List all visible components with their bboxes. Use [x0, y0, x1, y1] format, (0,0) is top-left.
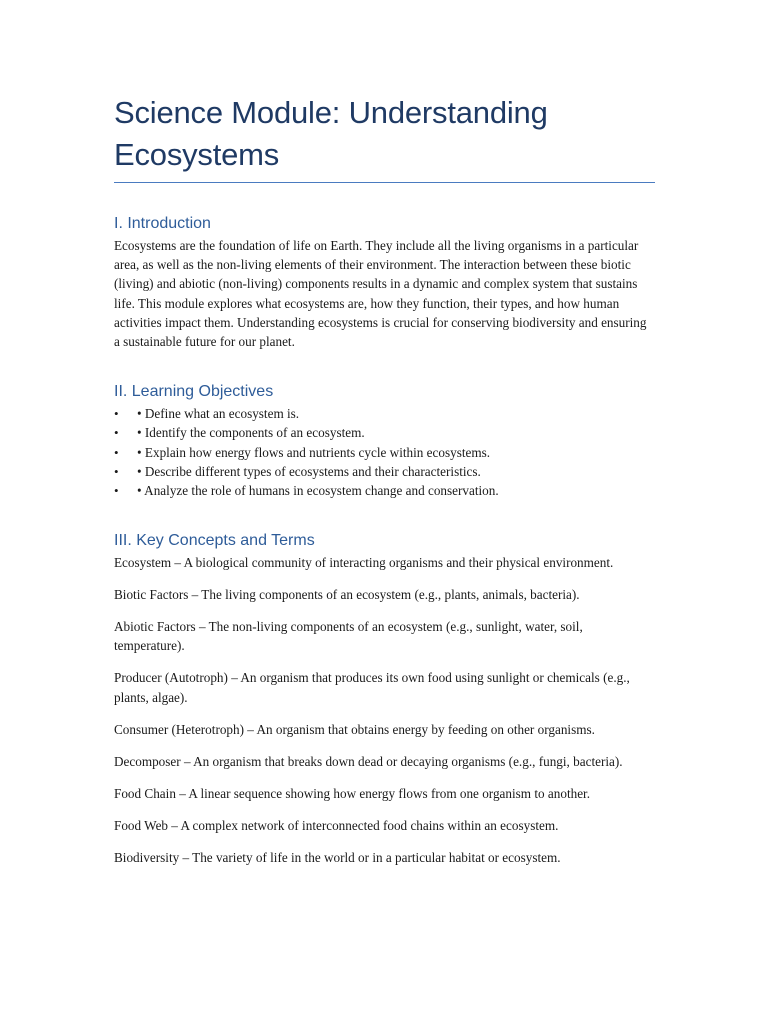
- bullet-icon: •: [114, 444, 119, 460]
- bullet-icon: •: [114, 483, 119, 499]
- list-item: [114, 462, 655, 481]
- term-definition: Food Web – A complex network of interconnected food chains within an ecosystem.: [114, 817, 559, 833]
- term-definition: Producer (Autotroph) – An organism that produces its own food using sunlight or chemicals (e.g., plants, algae).: [114, 670, 630, 705]
- objectives-list: [114, 404, 655, 500]
- learning-objectives-section: [114, 381, 655, 500]
- objective-text: • Explain how energy flows and nutrients cycle within ecosystems.: [137, 444, 491, 460]
- bullet-icon: •: [114, 406, 119, 422]
- page-title: Science Module: Understanding Ecosystems: [114, 95, 548, 172]
- list-item: [114, 423, 655, 442]
- introduction-paragraph: Ecosystems are the foundation of life on Earth. They include all the living organisms in a particular area, as well as the non-living elements of their environment. The interaction between these biotic (living) and abiotic (non-living) components results in a dynamic and complex system that sustains life. This module explores what ecosystems are, how they function, their types, and how human activities impact them. Understanding ecosystems is crucial for conserving biodiversity and ensuring a sustainable future for our planet.: [114, 238, 647, 350]
- term-definition: Ecosystem – A biological community of interacting organisms and their physical environment.: [114, 555, 614, 571]
- term-definition: Biotic Factors – The living components of an ecosystem (e.g., plants, animals, bacteria).: [114, 587, 580, 603]
- objective-text: • Describe different types of ecosystems and their characteristics.: [137, 463, 481, 479]
- learning-objectives-heading: II. Learning Objectives: [114, 383, 274, 401]
- key-concepts-heading: III. Key Concepts and Terms: [114, 532, 315, 550]
- bullet-icon: •: [114, 463, 119, 479]
- objective-text: • Define what an ecosystem is.: [137, 406, 300, 422]
- objective-text: • Analyze the role of humans in ecosystem change and conservation.: [137, 483, 499, 499]
- list-item: [114, 481, 655, 500]
- objective-text: • Identify the components of an ecosystem.: [137, 425, 365, 441]
- introduction-heading: I. Introduction: [114, 215, 211, 232]
- title-divider: [114, 182, 655, 183]
- key-concepts-section: [114, 530, 655, 867]
- document-page: [114, 92, 655, 880]
- bullet-icon: •: [114, 425, 119, 441]
- term-definition: Biodiversity – The variety of life in the world or in a particular habitat or ecosystem.: [114, 849, 561, 865]
- term-definition: Consumer (Heterotroph) – An organism that obtains energy by feeding on other organisms.: [114, 721, 595, 737]
- introduction-section: [114, 213, 655, 351]
- list-item: [114, 443, 655, 462]
- list-item: [114, 404, 655, 423]
- term-definition: Decomposer – An organism that breaks down dead or decaying organisms (e.g., fungi, bacteria).: [114, 753, 623, 769]
- term-definition: Food Chain – A linear sequence showing how energy flows from one organism to another.: [114, 785, 591, 801]
- term-definition: Abiotic Factors – The non-living components of an ecosystem (e.g., sunlight, water, soil, temperature).: [114, 619, 583, 654]
